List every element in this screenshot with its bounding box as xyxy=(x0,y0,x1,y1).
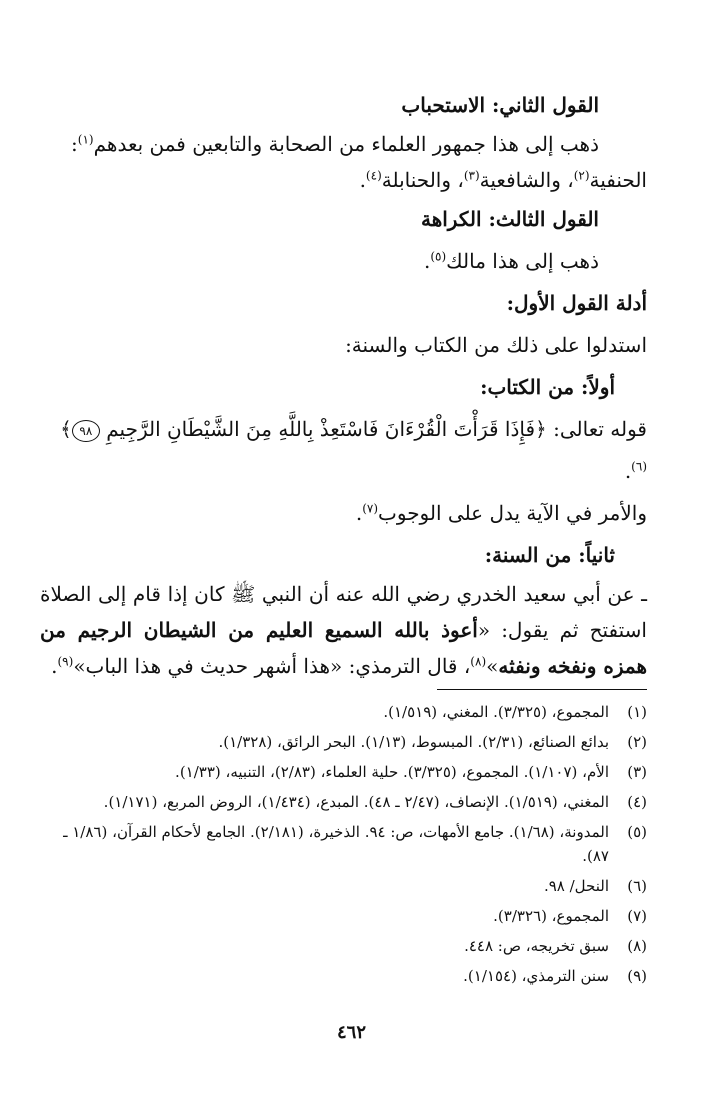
footnote-text: سنن الترمذي، (١/١٥٤). xyxy=(463,967,609,985)
footnote-item xyxy=(46,700,647,724)
paragraph-evidence: استدلوا على ذلك من الكتاب والسنة: xyxy=(345,333,647,357)
main-text xyxy=(40,84,647,684)
para2-text: ذهب إلى هذا مالك xyxy=(446,249,599,273)
shafii: ، والشافعية xyxy=(479,168,574,192)
footnote-ref: (٩) xyxy=(57,654,74,669)
footnote-number: (٦) xyxy=(627,877,647,895)
heading-evidence: أدلة القول الأول: xyxy=(506,291,647,315)
footnote-number: (٣) xyxy=(627,763,647,781)
footnote-item xyxy=(46,934,647,958)
footnote-text: المدونة، (١/٦٨). جامع الأمهات، ص: ٩٤. الذخيرة، (٢/١٨١). الجامع لأحكام القرآن، (١/٨٦ ـ ٨٧). xyxy=(63,823,609,865)
footnote-item xyxy=(46,964,647,988)
period: . xyxy=(624,459,632,483)
footnote-ref: (١) xyxy=(77,132,94,147)
tirmidhi-comment: ، قال الترمذي: «هذا أشهر حديث في هذا الباب» xyxy=(73,654,471,678)
footnote-number: (٤) xyxy=(627,793,647,811)
hanbali: ، والحنابلة xyxy=(381,168,464,192)
paragraph-majority xyxy=(40,126,647,162)
heading-third-opinion: القول الثالث: الكراهة xyxy=(420,207,599,231)
page-number: ٤٦٢ xyxy=(336,1022,366,1043)
paragraph-verse xyxy=(40,408,647,492)
subheading-sunnah: ثانياً: من السنة: xyxy=(484,543,615,567)
footnote-text: المغني، (١/٥١٩). الإنصاف، (٢/٤٧ ـ ٤٨). المبدع، (١/٤٣٤)، الروض المربع، (١/١٧١). xyxy=(103,793,609,811)
verse-intro: قوله تعالى: xyxy=(553,417,647,441)
paragraph-obligation xyxy=(40,492,647,534)
footnote-item xyxy=(46,874,647,898)
paragraph-hadith xyxy=(40,576,647,684)
footnote-number: (٩) xyxy=(627,967,647,985)
footnote-text: بدائع الصنائع، (٢/٣١). المبسوط، (١/١٣). البحر الرائق، (١/٣٢٨). xyxy=(218,733,609,751)
verse-close: ﴾ xyxy=(60,417,72,441)
footnote-ref: (٢) xyxy=(573,168,590,183)
footnote-text: سبق تخريجه، ص: ٤٤٨. xyxy=(464,937,609,955)
period: . xyxy=(51,654,58,678)
footnote-item xyxy=(46,820,647,868)
footnote-ref: (٤) xyxy=(365,168,382,183)
footnote-item xyxy=(46,760,647,784)
hadith-intro: ـ عن أبي سعيد الخدري رضي الله عنه أن النبي ﷺ كان إذا قام إلى الصلاة استفتح ثم يقول: « xyxy=(40,582,647,642)
paragraph-majority-cont xyxy=(40,162,647,198)
period: . xyxy=(423,249,431,273)
hanafi: الحنفية xyxy=(589,168,647,192)
footnote-item xyxy=(46,904,647,928)
para4-text: والأمر في الآية يدل على الوجوب xyxy=(378,501,647,525)
footnote-text: المجموع، (٣/٣٢٦). xyxy=(493,907,609,925)
verse-text: ﴿فَإِذَا قَرَأْتَ الْقُرْءَانَ فَاسْتَعِذْ بِاللَّهِ مِنَ الشَّيْطَانِ الرَّجِيمِ xyxy=(106,417,547,441)
hadith-quote: أعوذ بالله السميع العليم من الشيطان الرجيم من همزه ونفخه ونفثه xyxy=(40,618,647,678)
footnote-number: (٥) xyxy=(627,823,647,841)
footnote-ref: (٨) xyxy=(470,654,487,669)
footnote-number: (٧) xyxy=(627,907,647,925)
period: . xyxy=(355,501,363,525)
footnote-number: (١) xyxy=(627,703,647,721)
footnote-ref: (٧) xyxy=(362,501,379,516)
paragraph-malik xyxy=(40,240,647,282)
footnote-item xyxy=(46,730,647,754)
footnote-ref: (٣) xyxy=(463,168,480,183)
period: . xyxy=(359,168,366,192)
heading-second-opinion: القول الثاني: الاستحباب xyxy=(401,93,599,117)
footnote-item xyxy=(46,790,647,814)
footnote-ref: (٥) xyxy=(430,249,447,264)
footnote-number: (٢) xyxy=(627,733,647,751)
footnote-text: الأم، (١/١٠٧). المجموع، (٣/٣٢٥). حلية العلماء، (٢/٨٣)، التنبيه، (١/٣٣). xyxy=(175,763,609,781)
colon: : xyxy=(71,132,78,156)
ayah-number: ٩٨ xyxy=(72,420,100,442)
footnote-number: (٨) xyxy=(627,937,647,955)
footnotes xyxy=(46,700,647,994)
footnote-ref: (٦) xyxy=(631,459,647,474)
footnote-divider xyxy=(437,689,647,690)
para1-line1: ذهب إلى هذا جمهور العلماء من الصحابة والتابعين فمن بعدهم xyxy=(93,132,599,156)
footnote-text: المجموع، (٣/٣٢٥). المغني، (١/٥١٩). xyxy=(383,703,609,721)
footnote-text: النحل/ ٩٨. xyxy=(543,877,609,895)
quote-close: » xyxy=(486,654,499,678)
subheading-book: أولاً: من الكتاب: xyxy=(480,375,615,399)
